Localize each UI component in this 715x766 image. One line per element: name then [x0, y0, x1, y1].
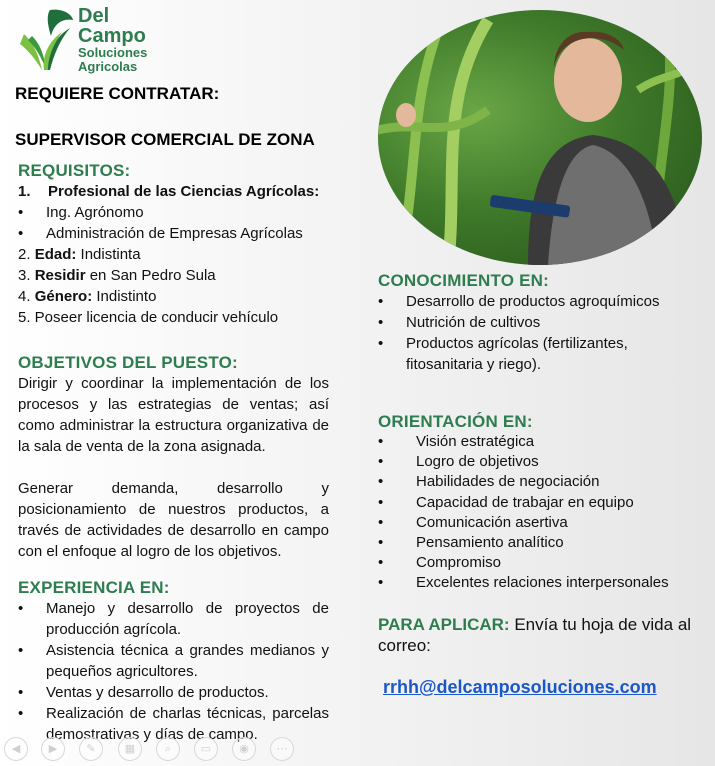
pen-icon[interactable]: ✎ — [79, 737, 103, 761]
experiencia-list — [18, 598, 329, 745]
requisito-3-value: en San Pedro Sula — [85, 267, 216, 284]
list-item: • Visión estratégica — [378, 432, 698, 452]
logo-leaf-icon — [18, 6, 76, 74]
objetivos-section — [18, 353, 329, 562]
list-item: • Ventas y desarrollo de productos. — [18, 682, 329, 703]
zoom-icon[interactable]: ⌕ — [156, 737, 180, 761]
list-item: • Ing. Agrónomo — [18, 202, 358, 223]
requisito-1 — [18, 181, 358, 202]
brand-line-3: Soluciones — [78, 45, 148, 60]
hiring-title: REQUIERE CONTRATAR: — [15, 84, 220, 103]
requisito-5: 5. Poseer licencia de conducir vehículo — [18, 309, 279, 326]
slides-grid-icon[interactable]: ▦ — [118, 737, 142, 761]
more-options-icon[interactable]: ⋯ — [270, 737, 294, 761]
requisito-4-value: Indistinto — [92, 288, 157, 305]
list-item: • Compromiso — [378, 553, 698, 573]
position-title: SUPERVISOR COMERCIAL DE ZONA — [15, 130, 315, 149]
orientacion-section — [378, 412, 698, 594]
requisito-4-number: 4. — [18, 288, 31, 305]
list-item: • Pensamiento analítico — [378, 533, 698, 553]
camera-icon[interactable]: ◉ — [232, 737, 256, 761]
requisito-2 — [18, 244, 358, 265]
requisitos-heading: REQUISITOS: — [18, 161, 131, 180]
list-item: • Desarrollo de productos agroquímicos — [378, 291, 678, 312]
list-item: • Capacidad de trabajar en equipo — [378, 493, 698, 513]
list-item: • Manejo y desarrollo de proyectos de producción agrícola. — [18, 598, 329, 640]
apply-text: Envía tu hoja de vida al correo: — [378, 615, 692, 655]
email-link[interactable]: rrhh@delcamposoluciones.com — [383, 677, 657, 697]
requisito-3 — [18, 265, 358, 286]
list-item: • Administración de Empresas Agrícolas — [18, 223, 358, 244]
experiencia-section — [18, 578, 329, 745]
logo — [18, 6, 168, 74]
brand-line-2: Campo — [78, 25, 146, 47]
requisito-2-value: Indistinta — [76, 246, 141, 263]
orientacion-list — [378, 432, 698, 594]
objetivos-heading: OBJETIVOS DEL PUESTO: — [18, 353, 238, 372]
list-item: • Productos agrícolas (fertilizantes, fitosanitaria y riego). — [378, 333, 678, 375]
list-item: • Habilidades de negociación — [378, 472, 698, 492]
requisito-2-label: Edad: — [34, 246, 77, 263]
list-item: • Logro de objetivos — [378, 452, 698, 472]
requisito-1-text: Profesional de las Ciencias Agrícolas: — [48, 183, 320, 200]
conocimiento-section — [378, 271, 678, 375]
experiencia-heading: EXPERIENCIA EN: — [18, 578, 170, 597]
requisito-3-number: 3. — [18, 267, 31, 284]
brand-line-4: Agricolas — [78, 59, 138, 74]
list-item: • Asistencia técnica a grandes medianos y pequeños agricultores. — [18, 640, 329, 682]
farmer-photo — [378, 10, 702, 265]
orientacion-heading: ORIENTACIÓN EN: — [378, 412, 533, 431]
list-item: • Realización de charlas técnicas, parcelas demostrativas y días de campo. — [18, 703, 329, 745]
apply-label: PARA APLICAR: — [378, 615, 510, 634]
requisito-1-number: 1. — [18, 183, 31, 200]
apply-section — [378, 614, 708, 656]
brand-line-1: Del — [78, 5, 110, 27]
next-slide-icon[interactable]: ▶ — [41, 737, 65, 761]
subtitles-icon[interactable]: ▭ — [194, 737, 218, 761]
objetivos-paragraph-2: Generar demanda, desarrollo y posicionamiento de nuestros productos, a través de actividades de desarrollo en campo con el enfoque al logro de los objetivos. — [18, 480, 329, 560]
conocimiento-heading: CONOCIMIENTO EN: — [378, 271, 550, 290]
prev-slide-icon[interactable]: ◀ — [4, 737, 28, 761]
requisito-4-label: Género: — [34, 288, 93, 305]
list-item: • Comunicación asertiva — [378, 513, 698, 533]
conocimiento-list — [378, 291, 678, 375]
requisitos-section — [18, 161, 358, 328]
requisito-2-number: 2. — [18, 246, 31, 263]
requisito-3-label: Residir — [34, 267, 86, 284]
requisito-4 — [18, 286, 358, 307]
objetivos-paragraph-1: Dirigir y coordinar la implementación de los procesos y las estrategias de ventas; así como administrar la estructura organizativa de la sala de venta de la zona asignada. — [18, 375, 329, 455]
requisito-1-sublist — [18, 202, 358, 244]
list-item: • Nutrición de cultivos — [378, 312, 678, 333]
list-item: • Excelentes relaciones interpersonales — [378, 573, 698, 593]
